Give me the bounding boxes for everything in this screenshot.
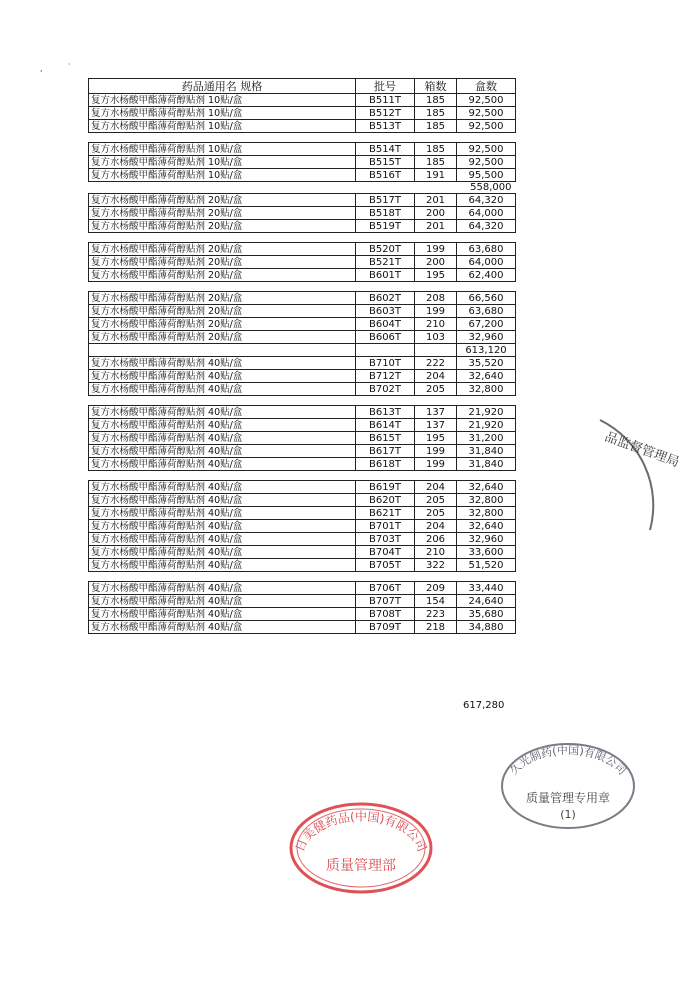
subtotal-value: 558,000: [470, 182, 512, 193]
table-row: [89, 595, 516, 608]
drug-name-cell: 复方水杨酸甲酯薄荷醇贴剂 10贴/盒: [89, 120, 356, 133]
cases-cell: 200: [415, 207, 457, 220]
table-row: [89, 243, 516, 256]
cases-cell: 204: [415, 481, 457, 494]
col-header-cases: 箱数: [415, 79, 457, 94]
drug-name-cell: 复方水杨酸甲酯薄荷醇贴剂 20贴/盒: [89, 269, 356, 282]
drug-name-cell: 复方水杨酸甲酯薄荷醇贴剂 10贴/盒: [89, 156, 356, 169]
drug-name-cell: 复方水杨酸甲酯薄荷醇贴剂 40贴/盒: [89, 458, 356, 471]
batch-cell: B613T: [356, 406, 415, 419]
batch-cell: B604T: [356, 318, 415, 331]
table-row: [89, 194, 516, 207]
drug-name-cell: 复方水杨酸甲酯薄荷醇贴剂 20贴/盒: [89, 292, 356, 305]
cases-cell: 204: [415, 520, 457, 533]
gap-cell: [356, 572, 415, 582]
table-row: [89, 481, 516, 494]
group-gap: [89, 233, 516, 243]
table-header-row: [89, 79, 516, 94]
batch-cell: B707T: [356, 595, 415, 608]
drug-name-cell: 复方水杨酸甲酯薄荷醇贴剂 20贴/盒: [89, 331, 356, 344]
boxes-cell: 21,920: [457, 406, 516, 419]
boxes-cell: 64,320: [457, 220, 516, 233]
batch-cell: B520T: [356, 243, 415, 256]
gap-cell: [415, 396, 457, 406]
cases-cell: 103: [415, 331, 457, 344]
batch-cell: B518T: [356, 207, 415, 220]
gap-cell: [89, 396, 356, 406]
cases-cell: 191: [415, 169, 457, 182]
table-row: [89, 406, 516, 419]
drug-name-cell: 复方水杨酸甲酯薄荷醇贴剂 20贴/盒: [89, 207, 356, 220]
cases-cell: 185: [415, 143, 457, 156]
cases-cell: 195: [415, 432, 457, 445]
batch-cell: B706T: [356, 582, 415, 595]
table-row: [89, 94, 516, 107]
batch-cell: B701T: [356, 520, 415, 533]
batch-cell: B603T: [356, 305, 415, 318]
table-row: [89, 331, 516, 344]
drug-name-cell: 复方水杨酸甲酯薄荷醇贴剂 40贴/盒: [89, 432, 356, 445]
drug-name-cell: 复方水杨酸甲酯薄荷醇贴剂 40贴/盒: [89, 595, 356, 608]
col-header-name: 药品通用名 规格: [89, 79, 356, 94]
cases-cell: 210: [415, 318, 457, 331]
cases-cell: 223: [415, 608, 457, 621]
gap-cell: [415, 471, 457, 481]
boxes-cell: 95,500: [457, 169, 516, 182]
drug-name-cell: 复方水杨酸甲酯薄荷醇贴剂 40贴/盒: [89, 406, 356, 419]
table-row: [89, 458, 516, 471]
batch-cell: B602T: [356, 292, 415, 305]
drug-name-cell: 复方水杨酸甲酯薄荷醇贴剂 40贴/盒: [89, 494, 356, 507]
drug-name-cell: 复方水杨酸甲酯薄荷醇贴剂 40贴/盒: [89, 533, 356, 546]
boxes-cell: 31,840: [457, 458, 516, 471]
batch-cell: B702T: [356, 383, 415, 396]
gray-seal-middle-text: 质量管理专用章: [525, 791, 611, 805]
boxes-cell: 64,000: [457, 256, 516, 269]
boxes-cell: 31,840: [457, 445, 516, 458]
batch-cell: B709T: [356, 621, 415, 634]
batch-table: [88, 78, 516, 634]
cases-cell: 185: [415, 120, 457, 133]
cases-cell: 210: [415, 546, 457, 559]
drug-name-cell: 复方水杨酸甲酯薄荷醇贴剂 40贴/盒: [89, 357, 356, 370]
gap-cell: [89, 471, 356, 481]
gap-cell: [356, 471, 415, 481]
cases-cell: 199: [415, 305, 457, 318]
batch-cell: B606T: [356, 331, 415, 344]
batch-cell: B516T: [356, 169, 415, 182]
scan-speck: ·: [68, 60, 71, 69]
table-row: [89, 559, 516, 572]
batch-cell: B618T: [356, 458, 415, 471]
table-row: [89, 546, 516, 559]
gap-cell: [89, 282, 356, 292]
table-row: [89, 169, 516, 182]
cases-cell: 322: [415, 559, 457, 572]
cell-empty: [415, 344, 457, 357]
red-company-seal: [286, 798, 436, 898]
table-row: [89, 533, 516, 546]
drug-name-cell: 复方水杨酸甲酯薄荷醇贴剂 40贴/盒: [89, 481, 356, 494]
cases-cell: 185: [415, 156, 457, 169]
cases-cell: 222: [415, 357, 457, 370]
table-row: [89, 507, 516, 520]
cases-cell: 199: [415, 458, 457, 471]
gap-cell: [89, 182, 356, 194]
group-gap: [89, 282, 516, 292]
table-row: [89, 120, 516, 133]
boxes-cell: 32,800: [457, 494, 516, 507]
gap-cell: [415, 233, 457, 243]
table-row: [89, 318, 516, 331]
table-row: [89, 370, 516, 383]
boxes-cell: 31,200: [457, 432, 516, 445]
cell-empty: [356, 344, 415, 357]
gap-cell: [457, 396, 516, 406]
red-seal-bottom-text: 质量管理部: [326, 858, 396, 874]
boxes-cell: 35,680: [457, 608, 516, 621]
gap-cell: [356, 233, 415, 243]
gap-cell: [89, 572, 356, 582]
table-row: [89, 432, 516, 445]
gap-cell: [89, 133, 356, 143]
boxes-cell: 32,960: [457, 533, 516, 546]
gap-cell: [415, 182, 457, 194]
table-row: [89, 269, 516, 282]
cases-cell: 195: [415, 269, 457, 282]
drug-name-cell: 复方水杨酸甲酯薄荷醇贴剂 40贴/盒: [89, 582, 356, 595]
drug-name-cell: 复方水杨酸甲酯薄荷醇贴剂 40贴/盒: [89, 546, 356, 559]
table-row: [89, 292, 516, 305]
gray-seal-top-text: 久光制药(中国)有限公司: [507, 743, 629, 778]
table-row: [89, 445, 516, 458]
cell-empty: [89, 344, 356, 357]
boxes-cell: 32,960: [457, 331, 516, 344]
drug-name-cell: 复方水杨酸甲酯薄荷醇贴剂 40贴/盒: [89, 419, 356, 432]
group-gap: [89, 471, 516, 481]
table-row: [89, 207, 516, 220]
cases-cell: 208: [415, 292, 457, 305]
table-row: [89, 357, 516, 370]
drug-name-cell: 复方水杨酸甲酯薄荷醇贴剂 20贴/盒: [89, 318, 356, 331]
boxes-cell: 92,500: [457, 143, 516, 156]
gap-cell: [415, 282, 457, 292]
boxes-cell: 51,520: [457, 559, 516, 572]
batch-cell: B708T: [356, 608, 415, 621]
cases-cell: 200: [415, 256, 457, 269]
gap-cell: [457, 572, 516, 582]
gap-cell: [356, 396, 415, 406]
cases-cell: 205: [415, 507, 457, 520]
group-gap: [89, 572, 516, 582]
table-row: [89, 305, 516, 318]
cases-cell: 201: [415, 194, 457, 207]
boxes-cell: 32,640: [457, 520, 516, 533]
batch-cell: B601T: [356, 269, 415, 282]
boxes-cell: 32,640: [457, 370, 516, 383]
table-row: [89, 582, 516, 595]
drug-name-cell: 复方水杨酸甲酯薄荷醇贴剂 40贴/盒: [89, 608, 356, 621]
drug-name-cell: 复方水杨酸甲酯薄荷醇贴剂 10贴/盒: [89, 169, 356, 182]
table-row: [89, 156, 516, 169]
boxes-cell: 64,000: [457, 207, 516, 220]
col-header-batch: 批号: [356, 79, 415, 94]
batch-cell: B705T: [356, 559, 415, 572]
boxes-cell: 92,500: [457, 120, 516, 133]
cases-cell: 201: [415, 220, 457, 233]
cases-cell: 199: [415, 445, 457, 458]
drug-name-cell: 复方水杨酸甲酯薄荷醇贴剂 40贴/盒: [89, 621, 356, 634]
boxes-cell: 34,880: [457, 621, 516, 634]
gap-cell: [89, 233, 356, 243]
boxes-cell: 62,400: [457, 269, 516, 282]
table-row: [89, 220, 516, 233]
drug-name-cell: 复方水杨酸甲酯薄荷醇贴剂 20贴/盒: [89, 194, 356, 207]
table-row: [89, 383, 516, 396]
gap-cell: [457, 233, 516, 243]
cases-cell: 137: [415, 419, 457, 432]
boxes-cell: 33,600: [457, 546, 516, 559]
red-seal-top-text: 日美健药品(中国)有限公司: [292, 809, 430, 854]
drug-name-cell: 复方水杨酸甲酯薄荷醇贴剂 20贴/盒: [89, 256, 356, 269]
boxes-cell: 32,800: [457, 507, 516, 520]
batch-cell: B517T: [356, 194, 415, 207]
table-row: [89, 256, 516, 269]
drug-name-cell: 复方水杨酸甲酯薄荷醇贴剂 20贴/盒: [89, 243, 356, 256]
table-row: [89, 143, 516, 156]
drug-name-cell: 复方水杨酸甲酯薄荷醇贴剂 10贴/盒: [89, 107, 356, 120]
subtotal-value: 613,120: [457, 344, 516, 357]
drug-name-cell: 复方水杨酸甲酯薄荷醇贴剂 20贴/盒: [89, 220, 356, 233]
side-stamp-text: 品监督管理局: [602, 429, 682, 471]
drug-name-cell: 复方水杨酸甲酯薄荷醇贴剂 40贴/盒: [89, 520, 356, 533]
batch-cell: B514T: [356, 143, 415, 156]
boxes-cell: 92,500: [457, 94, 516, 107]
cases-cell: 205: [415, 383, 457, 396]
group-gap: [89, 396, 516, 406]
gap-cell: [356, 133, 415, 143]
gap-cell: [356, 182, 415, 194]
boxes-cell: 67,200: [457, 318, 516, 331]
cases-cell: 154: [415, 595, 457, 608]
gap-cell: [457, 133, 516, 143]
cases-cell: 199: [415, 243, 457, 256]
group-gap: [89, 182, 516, 194]
cases-cell: 209: [415, 582, 457, 595]
boxes-cell: 21,920: [457, 419, 516, 432]
cases-cell: 185: [415, 107, 457, 120]
cases-cell: 218: [415, 621, 457, 634]
boxes-cell: 33,440: [457, 582, 516, 595]
drug-name-cell: 复方水杨酸甲酯薄荷醇贴剂 40贴/盒: [89, 370, 356, 383]
boxes-cell: 32,800: [457, 383, 516, 396]
col-header-boxes: 盒数: [457, 79, 516, 94]
boxes-cell: 92,500: [457, 156, 516, 169]
drug-name-cell: 复方水杨酸甲酯薄荷醇贴剂 10贴/盒: [89, 94, 356, 107]
batch-cell: B712T: [356, 370, 415, 383]
gap-cell: [457, 282, 516, 292]
boxes-cell: 64,320: [457, 194, 516, 207]
table-row: [89, 107, 516, 120]
batch-cell: B614T: [356, 419, 415, 432]
boxes-cell: 32,640: [457, 481, 516, 494]
cases-cell: 206: [415, 533, 457, 546]
batch-cell: B621T: [356, 507, 415, 520]
gap-cell: [356, 282, 415, 292]
batch-cell: B704T: [356, 546, 415, 559]
boxes-cell: 66,560: [457, 292, 516, 305]
gap-cell: [415, 133, 457, 143]
table-row: [89, 520, 516, 533]
table-row: [89, 419, 516, 432]
drug-name-cell: 复方水杨酸甲酯薄荷醇贴剂 40贴/盒: [89, 559, 356, 572]
batch-cell: B513T: [356, 120, 415, 133]
drug-name-cell: 复方水杨酸甲酯薄荷醇贴剂 40贴/盒: [89, 507, 356, 520]
gray-seal-bottom-text: (1): [560, 808, 576, 821]
svg-text:久光制药(中国)有限公司: [507, 743, 629, 778]
batch-cell: B620T: [356, 494, 415, 507]
batch-cell: B512T: [356, 107, 415, 120]
drug-name-cell: 复方水杨酸甲酯薄荷醇贴剂 20贴/盒: [89, 305, 356, 318]
cases-cell: 185: [415, 94, 457, 107]
cases-cell: 204: [415, 370, 457, 383]
batch-cell: B511T: [356, 94, 415, 107]
boxes-cell: 24,640: [457, 595, 516, 608]
batch-cell: B617T: [356, 445, 415, 458]
side-stamp-seal: [590, 410, 700, 540]
batch-cell: B615T: [356, 432, 415, 445]
boxes-cell: 35,520: [457, 357, 516, 370]
table-row: [89, 621, 516, 634]
gap-cell: [457, 471, 516, 481]
cases-cell: 137: [415, 406, 457, 419]
drug-name-cell: 复方水杨酸甲酯薄荷醇贴剂 10贴/盒: [89, 143, 356, 156]
boxes-cell: 63,680: [457, 305, 516, 318]
batch-cell: B619T: [356, 481, 415, 494]
batch-cell: B703T: [356, 533, 415, 546]
subtotal-row: [89, 344, 516, 357]
scan-speck: ,: [40, 64, 43, 73]
table-row: [89, 494, 516, 507]
batch-cell: B519T: [356, 220, 415, 233]
group-gap: [89, 133, 516, 143]
drug-name-cell: 复方水杨酸甲酯薄荷醇贴剂 40贴/盒: [89, 445, 356, 458]
grand-total: 617,280: [463, 700, 505, 711]
gap-cell: [415, 572, 457, 582]
batch-cell: B515T: [356, 156, 415, 169]
boxes-cell: 92,500: [457, 107, 516, 120]
drug-name-cell: 复方水杨酸甲酯薄荷醇贴剂 40贴/盒: [89, 383, 356, 396]
boxes-cell: 63,680: [457, 243, 516, 256]
table-row: [89, 608, 516, 621]
batch-cell: B710T: [356, 357, 415, 370]
gray-quality-seal: [498, 740, 638, 832]
batch-cell: B521T: [356, 256, 415, 269]
cases-cell: 205: [415, 494, 457, 507]
